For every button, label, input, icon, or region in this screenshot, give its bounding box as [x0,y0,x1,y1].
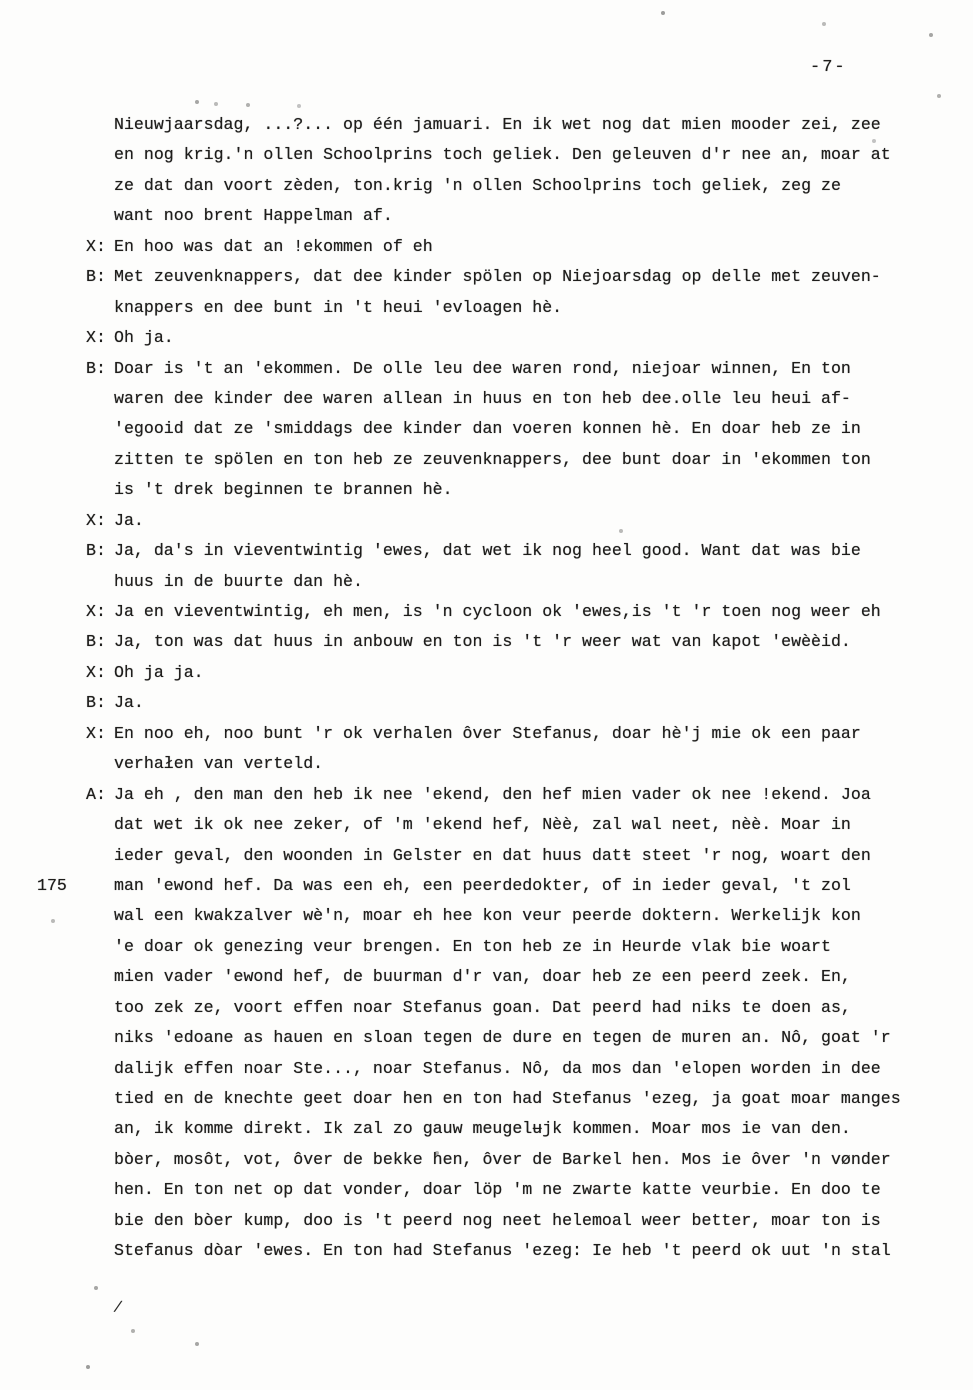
transcript-line [37,448,901,478]
line-text: Ja. [114,510,144,530]
transcript-line [37,1178,901,1208]
line-text: Oh ja ja. [114,662,204,682]
line-text: dalijk effen noar Ste..., noar Stefanus. Nô, da mos dan 'elopen worden in dee [114,1058,881,1078]
line-text: an, ik komme direkt. Ik zal zo gauw meugelʉjk kommen. Moar mos ie van den. [114,1119,851,1139]
transcript-line [37,813,901,843]
line-text: Doar is 't an 'ekommen. De olle leu dee waren rond, niejoar winnen, En ton [114,358,851,378]
transcript-line [37,326,901,356]
line-text: bòer, mosôt, vot, ôver de bekke hen, ôver de Barkel hen. Mos ie ôver 'n vønder [114,1149,891,1169]
line-text: huus in de buurte dan hè. [114,571,363,591]
transcript-line [37,874,901,904]
line-text: en nog krig.'n ollen Schoolprins toch geliek. Den geleuven d'r nee an, moar at [114,145,891,165]
transcript-line [37,387,901,417]
transcript-line [37,630,901,660]
line-text: tied en de knechte geet doar hen en ton had Stefanus 'ezeg, ja goat moar manges [114,1089,901,1108]
speaker-label: X: [86,236,106,256]
transcript-line [37,722,901,752]
line-text: Ja, da's in vieventwintig 'ewes, dat wet ik nog heel good. Want dat was bie [114,541,861,561]
stray-pen-mark: / [112,1298,124,1318]
transcript-line [37,965,901,995]
speaker-label: A: [86,784,106,804]
line-text: knappers en dee bunt in 't heui 'evloagen hè. [114,297,563,317]
transcript-line [37,174,901,204]
speaker-label: X: [86,662,106,682]
line-text: niks 'edoane as hauen en sloan tegen de dure en tegen de muren an. Nô, goat 'r [114,1028,891,1048]
transcript-line [37,1117,901,1147]
line-text: Ja eh , den man den heb ik nee 'ekend, den hef mien vader ok nee !ekend. Joa [114,784,871,804]
line-text: verhałen van verteld. [114,754,324,774]
line-text: Nieuwjaarsdag, ...?... op één jamuari. En ik wet nog dat mien mooder zei, zee [114,115,881,134]
line-text: Oh ja. [114,328,174,348]
transcript-line [37,996,901,1026]
line-text: mien vader 'ewond hef, de buurman d'r van, doar heb ze een peerd zeek. En, [114,967,851,987]
transcript-line [37,935,901,965]
line-text: dat wet ik ok nee zeker, of 'm 'ekend hef, Nèè, zal wal neet, nèè. Moar in [114,815,851,835]
page-number: -7- [810,58,847,77]
transcript-line [37,691,901,721]
transcript-line [37,783,901,813]
transcript-line [37,296,901,326]
speaker-label: B: [86,358,106,378]
line-text: is 't drek beginnen te brannen hè. [114,480,453,500]
line-text: Ja. [114,693,144,713]
line-text: want noo brent Happelman af. [114,206,393,226]
speaker-label: X: [86,723,106,743]
line-text: waren dee kinder dee waren allean in huus en ton heb dee.olle leu heui af- [114,388,851,408]
transcript-line [37,1148,901,1178]
line-text: wal een kwakzalver wè'n, moar eh hee kon veur peerde doktern. Werkelijk kon [114,906,861,926]
line-text: man 'ewond hef. Da was een eh, een peerdedokter, of in ieder geval, 't zol [114,875,851,895]
line-text: Met zeuvenknappers, dat dee kinder spölen op Niejoarsdag op delle met zeuven- [114,267,881,287]
transcript-line [37,904,901,934]
line-text: ze dat dan voort zèden, ton.krig 'n ollen Schoolprins toch geliek, zeg ze [114,175,841,195]
paper-specks [0,0,2,2]
transcript-line [37,752,901,782]
line-text: hen. En ton net op dat vonder, doar löp 'm ne zwarte katte veurbie. En doo te [114,1180,881,1200]
line-text: 'egooid dat ze 'smiddags dee kinder dan voeren konnen hè. En doar heb ze in [114,419,861,439]
line-text: zitten te spölen en ton heb ze zeuvenknappers, dee bunt doar in 'ekommen ton [114,449,871,469]
transcript-line [37,844,901,874]
line-text: bie den bòer kump, doo is 't peerd nog neet helemoal weer better, moar ton is [114,1210,881,1230]
transcript [37,113,901,1270]
transcript-line [37,570,901,600]
transcript-line [37,600,901,630]
transcript-line [37,113,901,143]
speaker-label: X: [86,328,106,348]
transcript-line [37,417,901,447]
transcript-line [37,1057,901,1087]
line-text: too zek ze, voort effen noar Stefanus goan. Dat peerd had niks te doen as, [114,997,851,1017]
speaker-label: X: [86,602,106,621]
line-text: 'e doar ok genezing veur brengen. En ton heb ze in Heurde vlak bie woart [114,936,831,956]
transcript-line [37,509,901,539]
line-text: Ja en vieventwintig, eh men, is 'n cycloon ok 'ewes,is 't 'r toen nog weer eh [114,602,881,621]
transcript-line [37,1026,901,1056]
line-text: En hoo was dat an !ekommen of eh [114,236,433,256]
speaker-label: B: [86,693,106,713]
transcript-line [37,1209,901,1239]
margin-line-number: 175 [37,875,67,895]
line-text: ieder geval, den woonden in Gelster en dat huus datŧ steet 'r nog, woart den [114,845,871,865]
transcript-line [37,1239,901,1269]
transcript-line [37,478,901,508]
speaker-label: X: [86,510,106,530]
transcript-line [37,143,901,173]
transcript-line [37,357,901,387]
line-text: En noo eh, noo bunt 'r ok verhalen ôver Stefanus, doar hè'j mie ok een paar [114,723,861,743]
transcript-line [37,1087,901,1117]
transcript-line [37,235,901,265]
line-text: Stefanus dòar 'ewes. En ton had Stefanus 'ezeg: Ie heb 't peerd ok uut 'n stal [114,1241,891,1261]
speaker-label: B: [86,541,106,561]
transcript-line [37,204,901,234]
transcript-line [37,539,901,569]
speaker-label: B: [86,267,106,287]
line-text: Ja, ton was dat huus in anbouw en ton is 't 'r weer wat van kapot 'ewèèid. [114,632,851,652]
transcript-line [37,265,901,295]
transcript-line [37,661,901,691]
speaker-label: B: [86,632,106,652]
